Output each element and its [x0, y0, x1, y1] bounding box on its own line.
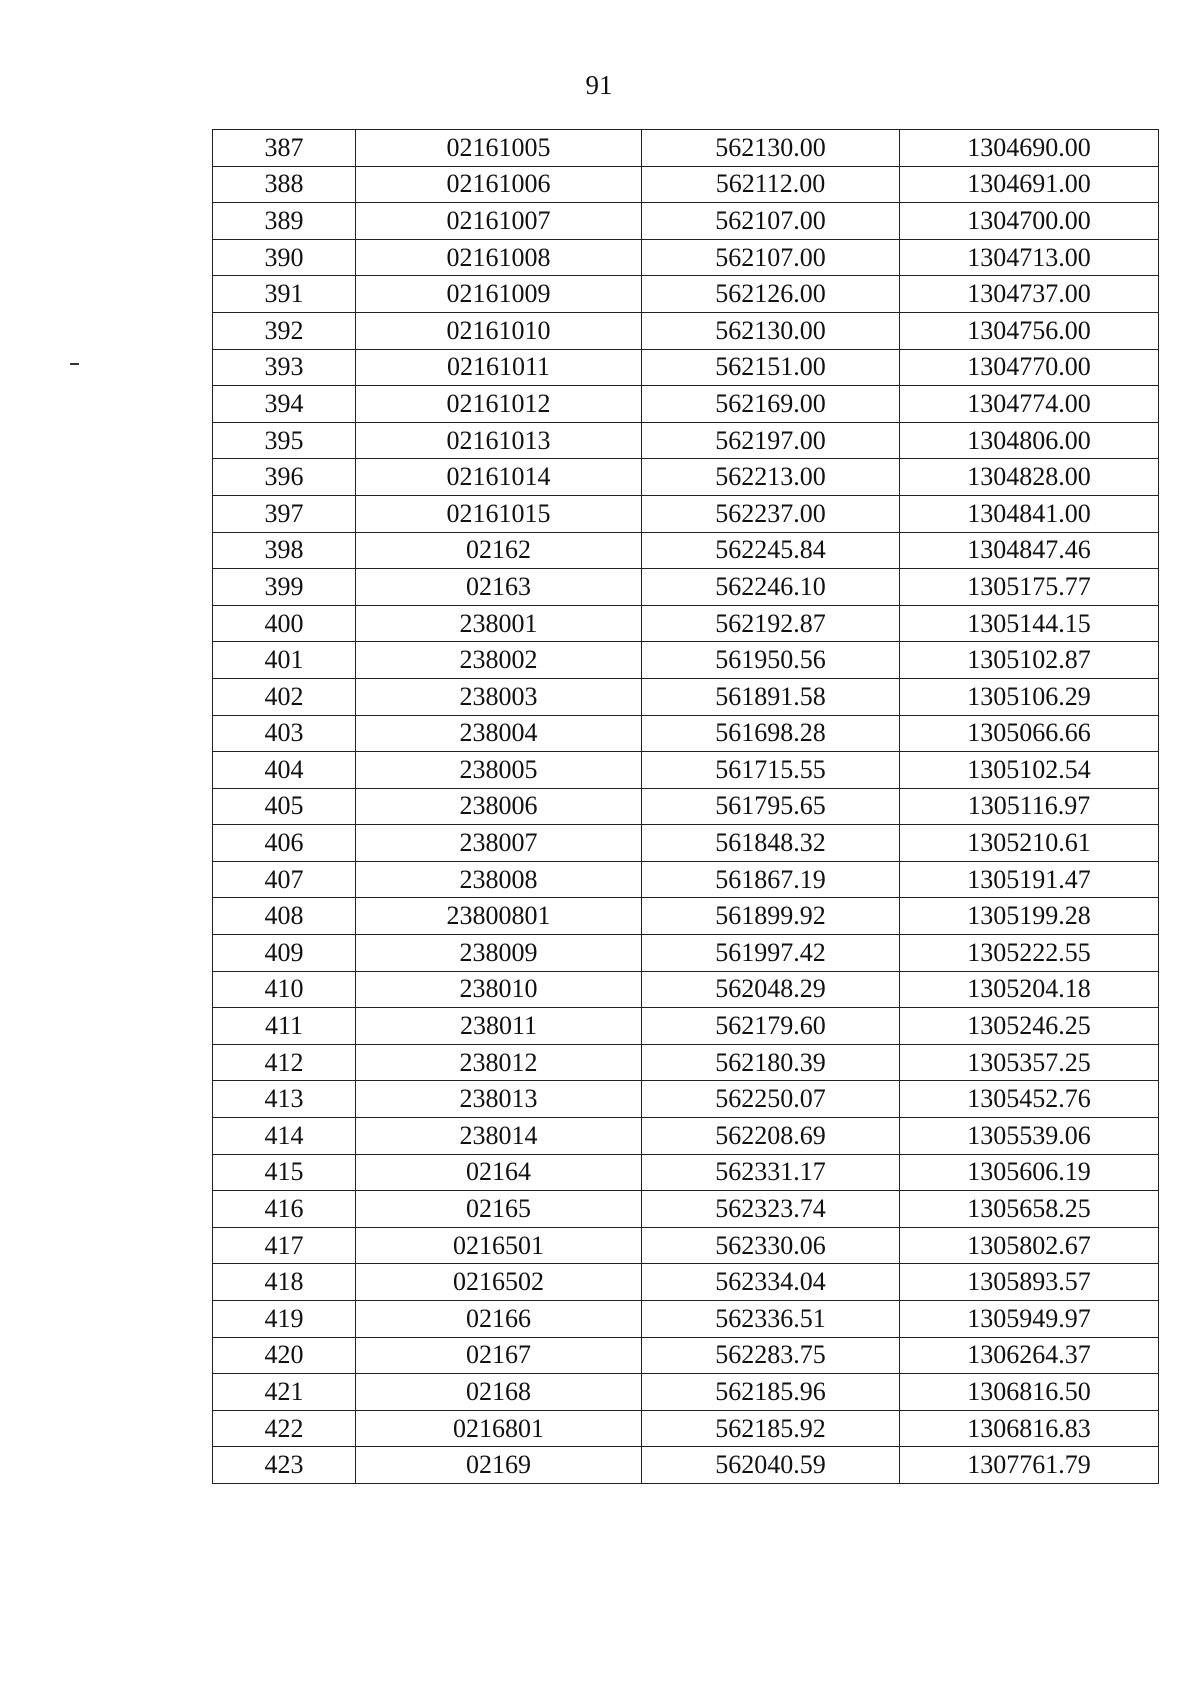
point-id-cell: 0216501: [356, 1227, 642, 1264]
row-number-cell: 392: [213, 312, 356, 349]
table-row: [213, 1301, 1159, 1338]
table-row: [213, 239, 1159, 276]
point-id-cell: 238009: [356, 935, 642, 972]
x-coordinate-cell: 561795.65: [642, 788, 900, 825]
y-coordinate-cell: 1305175.77: [900, 569, 1159, 606]
row-number-cell: 414: [213, 1118, 356, 1155]
row-number-cell: 416: [213, 1191, 356, 1228]
table-row: [213, 1447, 1159, 1484]
table-row: [213, 459, 1159, 496]
x-coordinate-cell: 562245.84: [642, 532, 900, 569]
row-number-cell: 390: [213, 239, 356, 276]
y-coordinate-cell: 1305191.47: [900, 861, 1159, 898]
row-number-cell: 403: [213, 715, 356, 752]
point-id-cell: 02161010: [356, 312, 642, 349]
x-coordinate-cell: 561899.92: [642, 898, 900, 935]
y-coordinate-cell: 1305066.66: [900, 715, 1159, 752]
x-coordinate-cell: 562151.00: [642, 349, 900, 386]
y-coordinate-cell: 1305949.97: [900, 1301, 1159, 1338]
point-id-cell: 23800801: [356, 898, 642, 935]
x-coordinate-cell: 562246.10: [642, 569, 900, 606]
table-row: [213, 312, 1159, 349]
page-number: 91: [585, 70, 613, 100]
point-id-cell: 02161009: [356, 276, 642, 313]
x-coordinate-cell: 562048.29: [642, 971, 900, 1008]
x-coordinate-cell: 562179.60: [642, 1008, 900, 1045]
point-id-cell: 238003: [356, 678, 642, 715]
x-coordinate-cell: 561891.58: [642, 678, 900, 715]
y-coordinate-cell: 1305452.76: [900, 1081, 1159, 1118]
point-id-cell: 02161012: [356, 386, 642, 423]
x-coordinate-cell: 562197.00: [642, 422, 900, 459]
point-id-cell: 02165: [356, 1191, 642, 1228]
point-id-cell: 02161005: [356, 130, 642, 167]
table-row: [213, 715, 1159, 752]
point-id-cell: 238007: [356, 825, 642, 862]
y-coordinate-cell: 1304700.00: [900, 203, 1159, 240]
x-coordinate-cell: 562185.92: [642, 1410, 900, 1447]
y-coordinate-cell: 1305658.25: [900, 1191, 1159, 1228]
x-coordinate-cell: 562208.69: [642, 1118, 900, 1155]
table-row: [213, 788, 1159, 825]
table-row: [213, 825, 1159, 862]
table-row: [213, 349, 1159, 386]
table-row: [213, 422, 1159, 459]
y-coordinate-cell: 1305106.29: [900, 678, 1159, 715]
row-number-cell: 415: [213, 1154, 356, 1191]
point-id-cell: 02161007: [356, 203, 642, 240]
y-coordinate-cell: 1305102.54: [900, 752, 1159, 789]
table-row: [213, 1191, 1159, 1228]
point-id-cell: 02162: [356, 532, 642, 569]
row-number-cell: 411: [213, 1008, 356, 1045]
y-coordinate-cell: 1304828.00: [900, 459, 1159, 496]
row-number-cell: 412: [213, 1044, 356, 1081]
row-number-cell: 417: [213, 1227, 356, 1264]
point-id-cell: 238005: [356, 752, 642, 789]
row-number-cell: 398: [213, 532, 356, 569]
x-coordinate-cell: 562126.00: [642, 276, 900, 313]
table-row: [213, 166, 1159, 203]
point-id-cell: 02163: [356, 569, 642, 606]
point-id-cell: 238004: [356, 715, 642, 752]
x-coordinate-cell: 562130.00: [642, 130, 900, 167]
table-row: [213, 642, 1159, 679]
x-coordinate-cell: 562237.00: [642, 495, 900, 532]
table-row: [213, 1410, 1159, 1447]
point-id-cell: 02161013: [356, 422, 642, 459]
y-coordinate-cell: 1304847.46: [900, 532, 1159, 569]
table-row: [213, 1154, 1159, 1191]
table-row: [213, 386, 1159, 423]
stray-mark: [70, 363, 79, 365]
row-number-cell: 422: [213, 1410, 356, 1447]
row-number-cell: 404: [213, 752, 356, 789]
table-row: [213, 935, 1159, 972]
row-number-cell: 408: [213, 898, 356, 935]
y-coordinate-cell: 1306264.37: [900, 1337, 1159, 1374]
x-coordinate-cell: 562185.96: [642, 1374, 900, 1411]
y-coordinate-cell: 1304774.00: [900, 386, 1159, 423]
table-row: [213, 1337, 1159, 1374]
point-id-cell: 02161006: [356, 166, 642, 203]
point-id-cell: 02164: [356, 1154, 642, 1191]
row-number-cell: 423: [213, 1447, 356, 1484]
y-coordinate-cell: 1305246.25: [900, 1008, 1159, 1045]
y-coordinate-cell: 1306816.50: [900, 1374, 1159, 1411]
table-row: [213, 569, 1159, 606]
point-id-cell: 02161015: [356, 495, 642, 532]
row-number-cell: 421: [213, 1374, 356, 1411]
y-coordinate-cell: 1305199.28: [900, 898, 1159, 935]
x-coordinate-cell: 562213.00: [642, 459, 900, 496]
x-coordinate-cell: 561715.55: [642, 752, 900, 789]
point-id-cell: 02161008: [356, 239, 642, 276]
row-number-cell: 391: [213, 276, 356, 313]
table-row: [213, 1374, 1159, 1411]
point-id-cell: 238006: [356, 788, 642, 825]
row-number-cell: 402: [213, 678, 356, 715]
point-id-cell: 02168: [356, 1374, 642, 1411]
row-number-cell: 388: [213, 166, 356, 203]
row-number-cell: 420: [213, 1337, 356, 1374]
y-coordinate-cell: 1305210.61: [900, 825, 1159, 862]
coordinates-table-body: [213, 130, 1159, 1484]
row-number-cell: 400: [213, 605, 356, 642]
point-id-cell: 238014: [356, 1118, 642, 1155]
coordinates-table: [212, 129, 1159, 1484]
row-number-cell: 406: [213, 825, 356, 862]
x-coordinate-cell: 562334.04: [642, 1264, 900, 1301]
point-id-cell: 238001: [356, 605, 642, 642]
table-row: [213, 276, 1159, 313]
row-number-cell: 393: [213, 349, 356, 386]
y-coordinate-cell: 1305144.15: [900, 605, 1159, 642]
point-id-cell: 238002: [356, 642, 642, 679]
row-number-cell: 418: [213, 1264, 356, 1301]
row-number-cell: 396: [213, 459, 356, 496]
table-row: [213, 203, 1159, 240]
y-coordinate-cell: 1305102.87: [900, 642, 1159, 679]
row-number-cell: 407: [213, 861, 356, 898]
y-coordinate-cell: 1304737.00: [900, 276, 1159, 313]
row-number-cell: 413: [213, 1081, 356, 1118]
table-row: [213, 605, 1159, 642]
x-coordinate-cell: 562331.17: [642, 1154, 900, 1191]
point-id-cell: 02167: [356, 1337, 642, 1374]
table-row: [213, 1008, 1159, 1045]
y-coordinate-cell: 1304756.00: [900, 312, 1159, 349]
y-coordinate-cell: 1304841.00: [900, 495, 1159, 532]
x-coordinate-cell: 562107.00: [642, 203, 900, 240]
y-coordinate-cell: 1305893.57: [900, 1264, 1159, 1301]
table-row: [213, 532, 1159, 569]
table-row: [213, 678, 1159, 715]
y-coordinate-cell: 1306816.83: [900, 1410, 1159, 1447]
y-coordinate-cell: 1304690.00: [900, 130, 1159, 167]
table-row: [213, 898, 1159, 935]
x-coordinate-cell: 562112.00: [642, 166, 900, 203]
table-row: [213, 1264, 1159, 1301]
x-coordinate-cell: 561950.56: [642, 642, 900, 679]
row-number-cell: 399: [213, 569, 356, 606]
x-coordinate-cell: 562336.51: [642, 1301, 900, 1338]
row-number-cell: 419: [213, 1301, 356, 1338]
y-coordinate-cell: 1304691.00: [900, 166, 1159, 203]
row-number-cell: 394: [213, 386, 356, 423]
x-coordinate-cell: 562180.39: [642, 1044, 900, 1081]
y-coordinate-cell: 1305116.97: [900, 788, 1159, 825]
point-id-cell: 0216801: [356, 1410, 642, 1447]
row-number-cell: 405: [213, 788, 356, 825]
y-coordinate-cell: 1305539.06: [900, 1118, 1159, 1155]
table-row: [213, 752, 1159, 789]
row-number-cell: 395: [213, 422, 356, 459]
y-coordinate-cell: 1305204.18: [900, 971, 1159, 1008]
point-id-cell: 238011: [356, 1008, 642, 1045]
y-coordinate-cell: 1304770.00: [900, 349, 1159, 386]
y-coordinate-cell: 1305222.55: [900, 935, 1159, 972]
point-id-cell: 238010: [356, 971, 642, 1008]
row-number-cell: 409: [213, 935, 356, 972]
point-id-cell: 02166: [356, 1301, 642, 1338]
y-coordinate-cell: 1305357.25: [900, 1044, 1159, 1081]
y-coordinate-cell: 1305802.67: [900, 1227, 1159, 1264]
x-coordinate-cell: 562192.87: [642, 605, 900, 642]
table-row: [213, 971, 1159, 1008]
point-id-cell: 238013: [356, 1081, 642, 1118]
x-coordinate-cell: 562323.74: [642, 1191, 900, 1228]
y-coordinate-cell: 1304713.00: [900, 239, 1159, 276]
x-coordinate-cell: 561698.28: [642, 715, 900, 752]
point-id-cell: 02161014: [356, 459, 642, 496]
y-coordinate-cell: 1305606.19: [900, 1154, 1159, 1191]
x-coordinate-cell: 562330.06: [642, 1227, 900, 1264]
x-coordinate-cell: 561848.32: [642, 825, 900, 862]
row-number-cell: 410: [213, 971, 356, 1008]
row-number-cell: 397: [213, 495, 356, 532]
table-row: [213, 130, 1159, 167]
x-coordinate-cell: 562107.00: [642, 239, 900, 276]
x-coordinate-cell: 561997.42: [642, 935, 900, 972]
table-row: [213, 1081, 1159, 1118]
row-number-cell: 387: [213, 130, 356, 167]
row-number-cell: 389: [213, 203, 356, 240]
point-id-cell: 238012: [356, 1044, 642, 1081]
y-coordinate-cell: 1304806.00: [900, 422, 1159, 459]
table-row: [213, 495, 1159, 532]
point-id-cell: 02169: [356, 1447, 642, 1484]
x-coordinate-cell: 562130.00: [642, 312, 900, 349]
y-coordinate-cell: 1307761.79: [900, 1447, 1159, 1484]
table-row: [213, 1227, 1159, 1264]
x-coordinate-cell: 562250.07: [642, 1081, 900, 1118]
point-id-cell: 02161011: [356, 349, 642, 386]
x-coordinate-cell: 562283.75: [642, 1337, 900, 1374]
row-number-cell: 401: [213, 642, 356, 679]
table-row: [213, 1044, 1159, 1081]
x-coordinate-cell: 561867.19: [642, 861, 900, 898]
point-id-cell: 238008: [356, 861, 642, 898]
x-coordinate-cell: 562169.00: [642, 386, 900, 423]
point-id-cell: 0216502: [356, 1264, 642, 1301]
table-row: [213, 1118, 1159, 1155]
x-coordinate-cell: 562040.59: [642, 1447, 900, 1484]
table-row: [213, 861, 1159, 898]
